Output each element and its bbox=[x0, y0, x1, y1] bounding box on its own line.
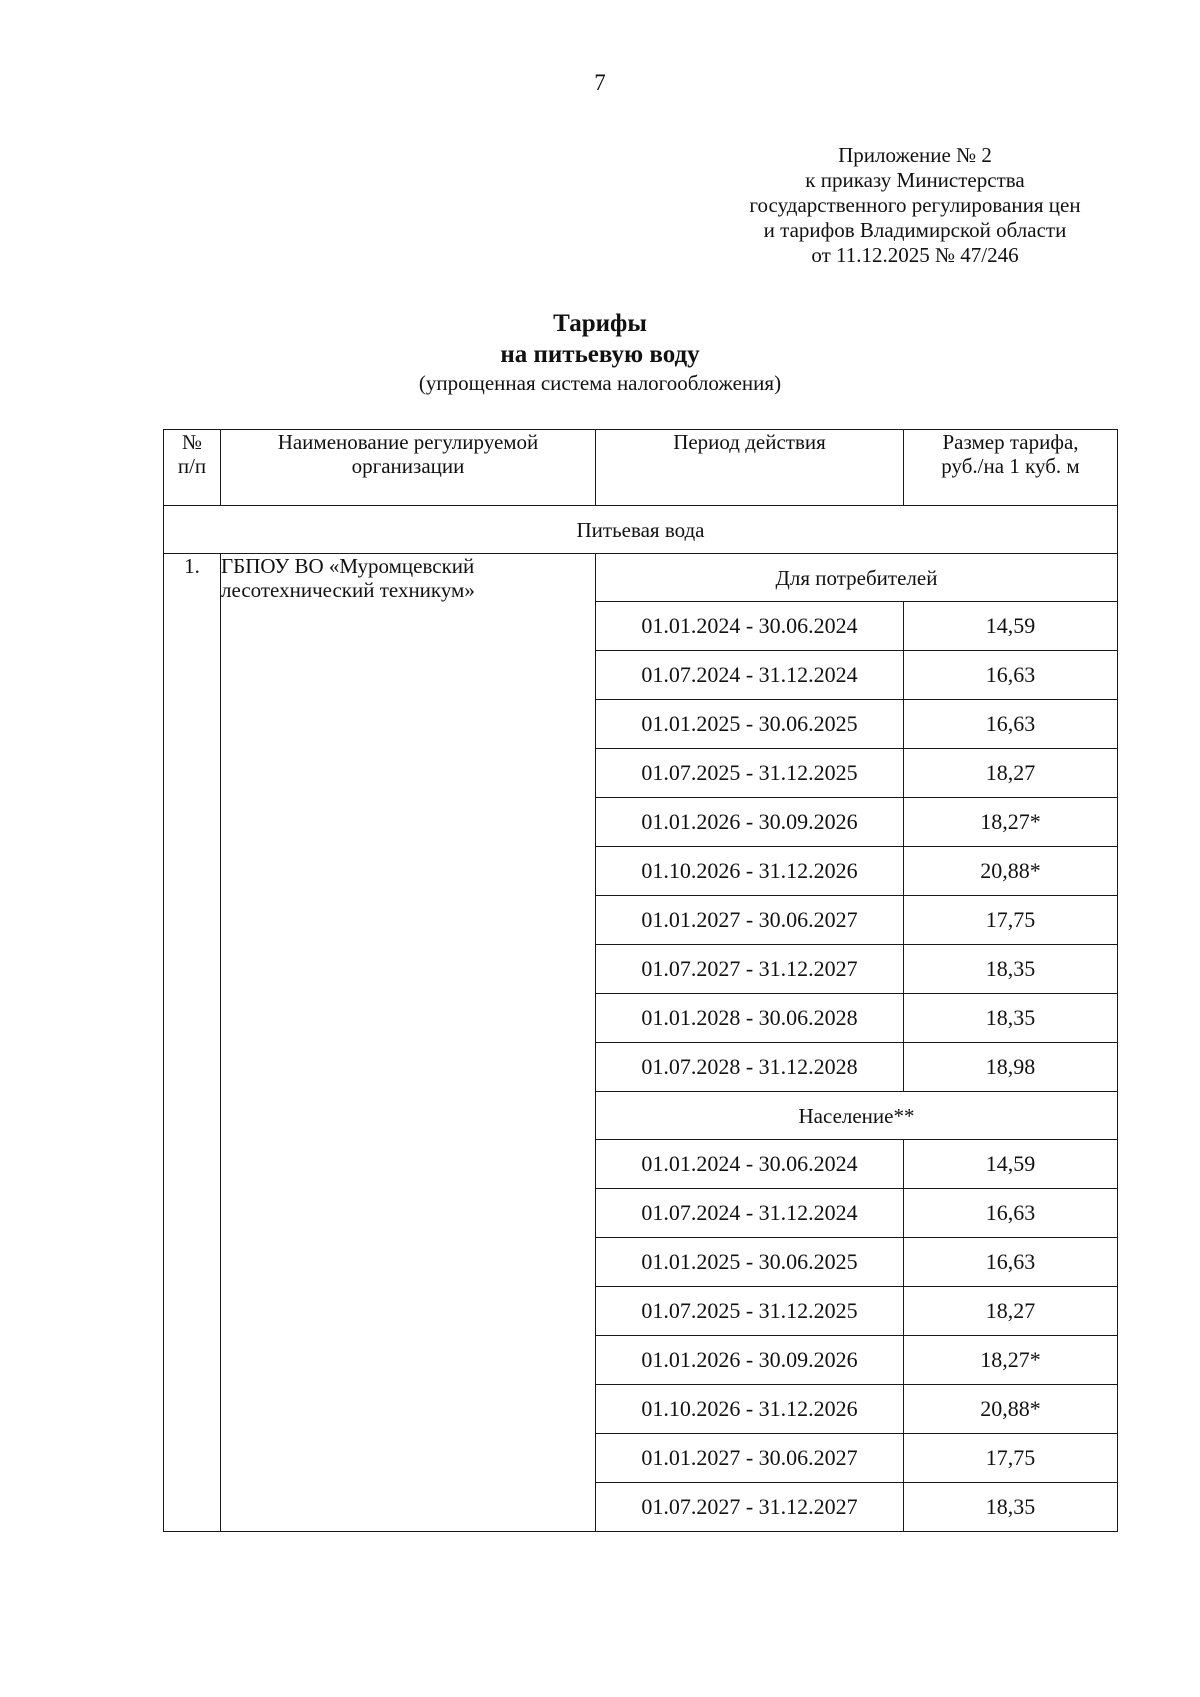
tariff-value-cell: 18,35 bbox=[904, 1483, 1118, 1532]
period-cell: 01.10.2026 - 31.12.2026 bbox=[596, 847, 904, 896]
header-organization bbox=[221, 430, 596, 506]
period-cell: 01.10.2026 - 31.12.2026 bbox=[596, 1385, 904, 1434]
header-tariff bbox=[904, 430, 1118, 506]
tariff-value-cell: 14,59 bbox=[904, 602, 1118, 651]
group-label: Население** bbox=[596, 1092, 1118, 1140]
period-cell: 01.07.2025 - 31.12.2025 bbox=[596, 1287, 904, 1336]
section-label: Питьевая вода bbox=[164, 506, 1118, 554]
period-cell: 01.01.2024 - 30.06.2024 bbox=[596, 602, 904, 651]
header-number bbox=[164, 430, 221, 506]
tariff-value-cell: 18,27* bbox=[904, 798, 1118, 847]
header-organization-line1: Наименование регулируемой bbox=[277, 430, 539, 454]
period-cell: 01.07.2025 - 31.12.2025 bbox=[596, 749, 904, 798]
page-title-line2: на питьевую воду bbox=[500, 341, 700, 368]
period-cell: 01.07.2024 - 31.12.2024 bbox=[596, 1189, 904, 1238]
tariff-value-cell: 17,75 bbox=[904, 896, 1118, 945]
period-cell: 01.01.2025 - 30.06.2025 bbox=[596, 1238, 904, 1287]
period-cell: 01.01.2027 - 30.06.2027 bbox=[596, 1434, 904, 1483]
period-cell: 01.01.2026 - 30.09.2026 bbox=[596, 1336, 904, 1385]
page-subtitle: (упрощенная система налогообложения) bbox=[418, 371, 782, 395]
page-number: 7 bbox=[594, 70, 606, 95]
tariff-value-cell: 18,27* bbox=[904, 1336, 1118, 1385]
tariff-value-cell: 18,35 bbox=[904, 945, 1118, 994]
tariff-value-cell: 16,63 bbox=[904, 700, 1118, 749]
row-number: 1. bbox=[164, 554, 221, 1532]
header-tariff-line1: Размер тарифа, bbox=[942, 430, 1079, 454]
tariff-value-cell: 18,27 bbox=[904, 1287, 1118, 1336]
period-cell: 01.01.2027 - 30.06.2027 bbox=[596, 896, 904, 945]
appendix-line: от 11.12.2025 № 47/246 bbox=[811, 243, 1019, 267]
organization-name: ГБПОУ ВО «Муромцевский лесотехнический техникум» bbox=[221, 554, 596, 1532]
tariff-table bbox=[163, 429, 1118, 1532]
appendix-block bbox=[690, 143, 1140, 268]
period-cell: 01.07.2027 - 31.12.2027 bbox=[596, 1483, 904, 1532]
appendix-line: и тарифов Владимирской области bbox=[763, 218, 1067, 242]
header-organization-line2: организации bbox=[351, 454, 465, 478]
tariff-value-cell: 17,75 bbox=[904, 1434, 1118, 1483]
header-number-line1: № bbox=[181, 430, 203, 454]
period-cell: 01.01.2028 - 30.06.2028 bbox=[596, 994, 904, 1043]
header-period-label: Период действия bbox=[673, 430, 826, 454]
appendix-line: Приложение № 2 bbox=[838, 143, 992, 167]
tariff-value-cell: 18,35 bbox=[904, 994, 1118, 1043]
tariff-value-cell: 16,63 bbox=[904, 1189, 1118, 1238]
table-header-row bbox=[164, 430, 1118, 506]
appendix-line: государственного регулирования цен bbox=[749, 193, 1081, 217]
period-cell: 01.07.2027 - 31.12.2027 bbox=[596, 945, 904, 994]
tariff-value-cell: 14,59 bbox=[904, 1140, 1118, 1189]
period-cell: 01.07.2028 - 31.12.2028 bbox=[596, 1043, 904, 1092]
header-period bbox=[596, 430, 904, 506]
tariff-value-cell: 16,63 bbox=[904, 651, 1118, 700]
period-cell: 01.01.2026 - 30.09.2026 bbox=[596, 798, 904, 847]
period-cell: 01.01.2025 - 30.06.2025 bbox=[596, 700, 904, 749]
appendix-line: к приказу Министерства bbox=[805, 168, 1025, 192]
header-tariff-line2: руб./на 1 куб. м bbox=[941, 454, 1080, 478]
tariff-value-cell: 20,88* bbox=[904, 847, 1118, 896]
tariff-value-cell: 16,63 bbox=[904, 1238, 1118, 1287]
title-block bbox=[0, 308, 1200, 396]
group-label: Для потребителей bbox=[596, 554, 1118, 602]
tariff-value-cell: 18,98 bbox=[904, 1043, 1118, 1092]
period-cell: 01.07.2024 - 31.12.2024 bbox=[596, 651, 904, 700]
header-number-line2: п/п bbox=[177, 454, 207, 478]
period-cell: 01.01.2024 - 30.06.2024 bbox=[596, 1140, 904, 1189]
section-row bbox=[164, 506, 1118, 554]
page-title: Тарифы bbox=[553, 310, 647, 337]
group-row bbox=[164, 554, 1118, 602]
tariff-value-cell: 18,27 bbox=[904, 749, 1118, 798]
tariff-value-cell: 20,88* bbox=[904, 1385, 1118, 1434]
